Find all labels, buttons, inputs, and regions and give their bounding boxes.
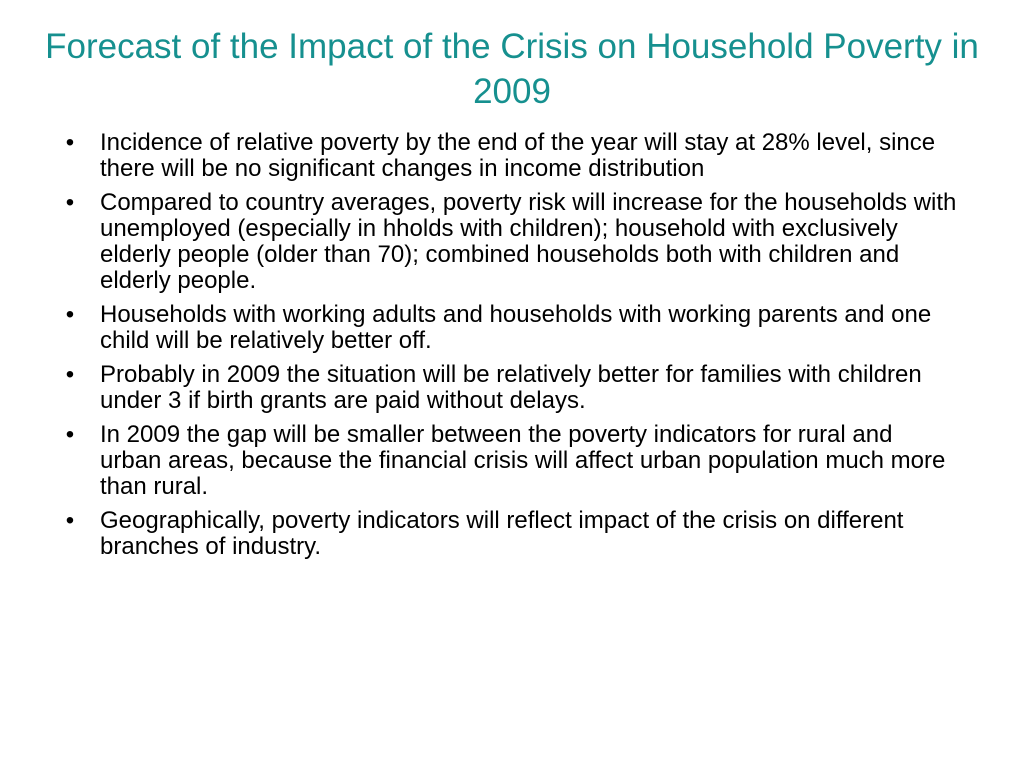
bullet-icon: • [65,189,75,216]
bullet-item [60,508,960,560]
bullet-list [60,130,960,568]
slide-title: Forecast of the Impact of the Crisis on Household Poverty in 2009 [45,27,979,111]
bullet-text: Compared to country averages, poverty risk will increase for the households with unemployed (especially in hholds with children); household with exclusively elderly people (older than 70); combined households both with children and elderly people. [100,189,957,294]
bullet-item [60,190,960,294]
bullet-item [60,130,960,182]
bullet-icon: • [65,301,75,328]
bullet-icon: • [65,361,75,388]
bullet-text: Incidence of relative poverty by the end of the year will stay at 28% level, since there will be no significant changes in income distribution [100,129,936,182]
bullet-icon: • [65,421,75,448]
bullet-item [60,302,960,354]
bullet-text: Geographically, poverty indicators will reflect impact of the crisis on different branches of industry. [100,507,904,560]
bullet-text: Probably in 2009 the situation will be relatively better for families with children under 3 if birth grants are paid without delays. [100,361,922,414]
bullet-item [60,362,960,414]
bullet-text: In 2009 the gap will be smaller between the poverty indicators for rural and urban areas, because the financial crisis will affect urban population much more than rural. [100,421,946,500]
bullet-icon: • [65,129,75,156]
bullet-text: Households with working adults and households with working parents and one child will be relatively better off. [100,301,932,354]
bullet-icon: • [65,507,75,534]
bullet-item [60,422,960,500]
